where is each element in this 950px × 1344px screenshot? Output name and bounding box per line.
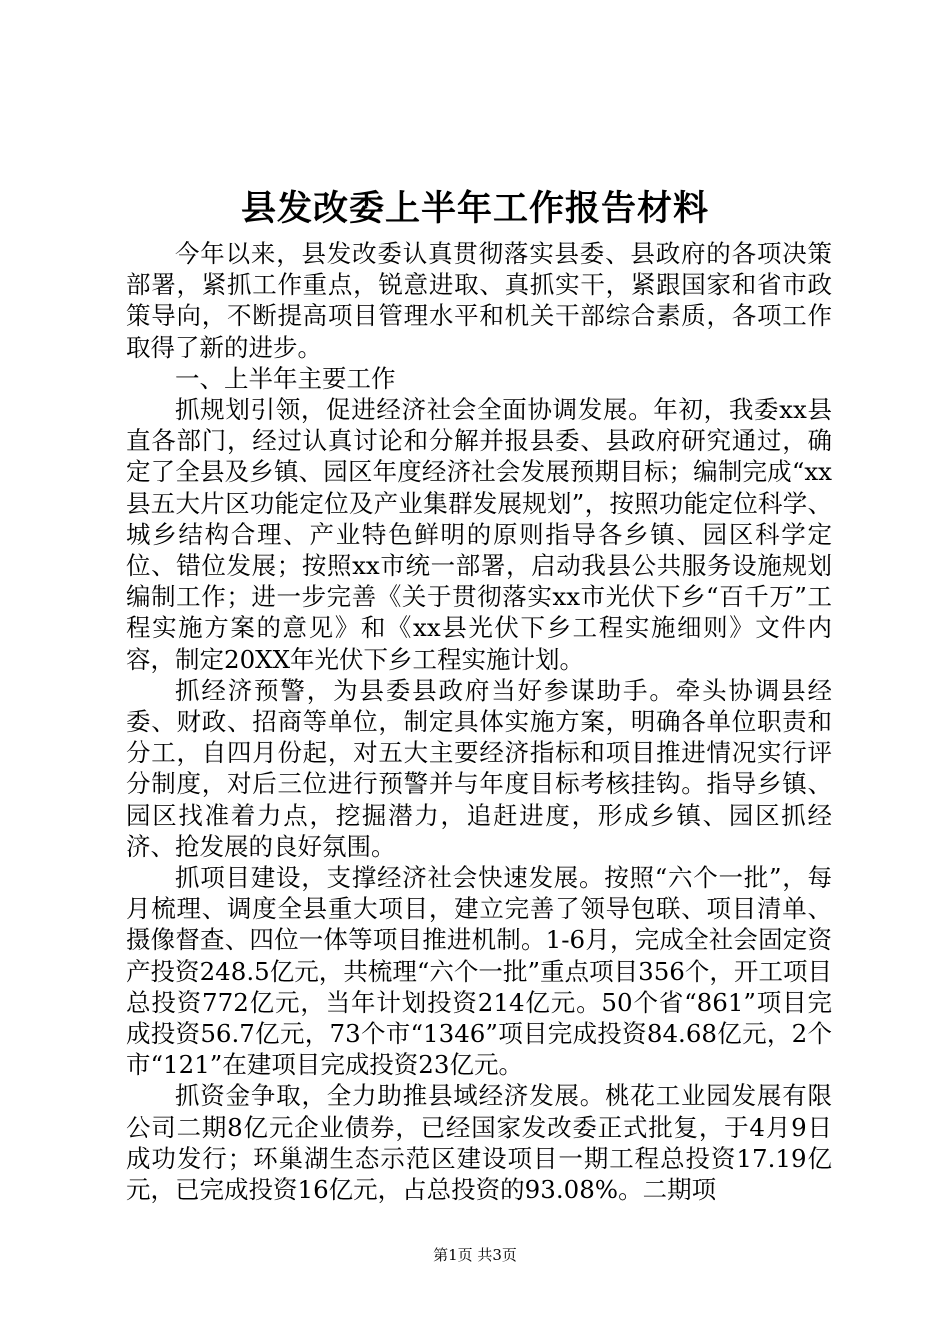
- document-title: 县发改委上半年工作报告材料: [240, 188, 709, 229]
- paragraph-planning: 抓规划引领，促进经济社会全面协调发展。年初，我委xx县直各部门，经过认真讨论和分解并报县委、县政府研究通过，确定了全县及乡镇、园区年度经济社会发展预期目标；编制完成“xx县五大片区功能定位及产业集群发展规划”，按照功能定位科学、城乡结构合理、产业特色鲜明的原则指导各乡镇、园区科学定位、错位发展；按照xx市统一部署，启动我县公共服务设施规划编制工作；进一步完善《关于贯彻落实xx市光伏下乡“百千万”工程实施方案的意见》和《xx县光伏下乡工程实施细则》文件内容，制定20XX年光伏下乡工程实施计划。: [126, 395, 832, 674]
- paragraph-intro: 今年以来，县发改委认真贯彻落实县委、县政府的各项决策部署，紧抓工作重点，锐意进取、真抓实干，紧跟国家和省市政策导向，不断提高项目管理水平和机关干部综合素质，各项工作取得了新的进步。: [126, 239, 832, 362]
- paragraph-project-construction: 抓项目建设，支撑经济社会快速发展。按照“六个一批”，每月梳理、调度全县重大项目，建立完善了领导包联、项目清单、摄像督查、四位一体等项目推进机制。1-6月，完成全社会固定资产投资248.5亿元，共梳理“六个一批”重点项目356个，开工项目总投资772亿元，当年计划投资214亿元。50个省“861”项目完成投资56.7亿元，73个市“1346”项目完成投资84.68亿元，2个市“121”在建项目完成投资23亿元。: [126, 863, 832, 1080]
- section-heading: 一、上半年主要工作: [175, 363, 396, 393]
- paragraph-economic-warning: 抓经济预警，为县委县政府当好参谋助手。牵头协调县经委、财政、招商等单位，制定具体实施方案，明确各单位职责和分工，自四月份起，对五大主要经济指标和项目推进情况实行评分制度，对后三位进行预警并与年度目标考核挂钩。指导乡镇、园区找准着力点，挖掘潜力，追赶进度，形成乡镇、园区抓经济、抢发展的良好氛围。: [126, 675, 832, 861]
- document-body: [126, 238, 832, 1205]
- paragraph-funding: 抓资金争取，全力助推县域经济发展。桃花工业园发展有限公司二期8亿元企业债券，已经国家发改委正式批复，于4月9日成功发行；环巢湖生态示范区建设项目一期工程总投资17.19亿元，已完成投资16亿元，占总投资的93.08%。二期项: [126, 1081, 832, 1205]
- page-footer: 第1页 共3页: [433, 1246, 517, 1264]
